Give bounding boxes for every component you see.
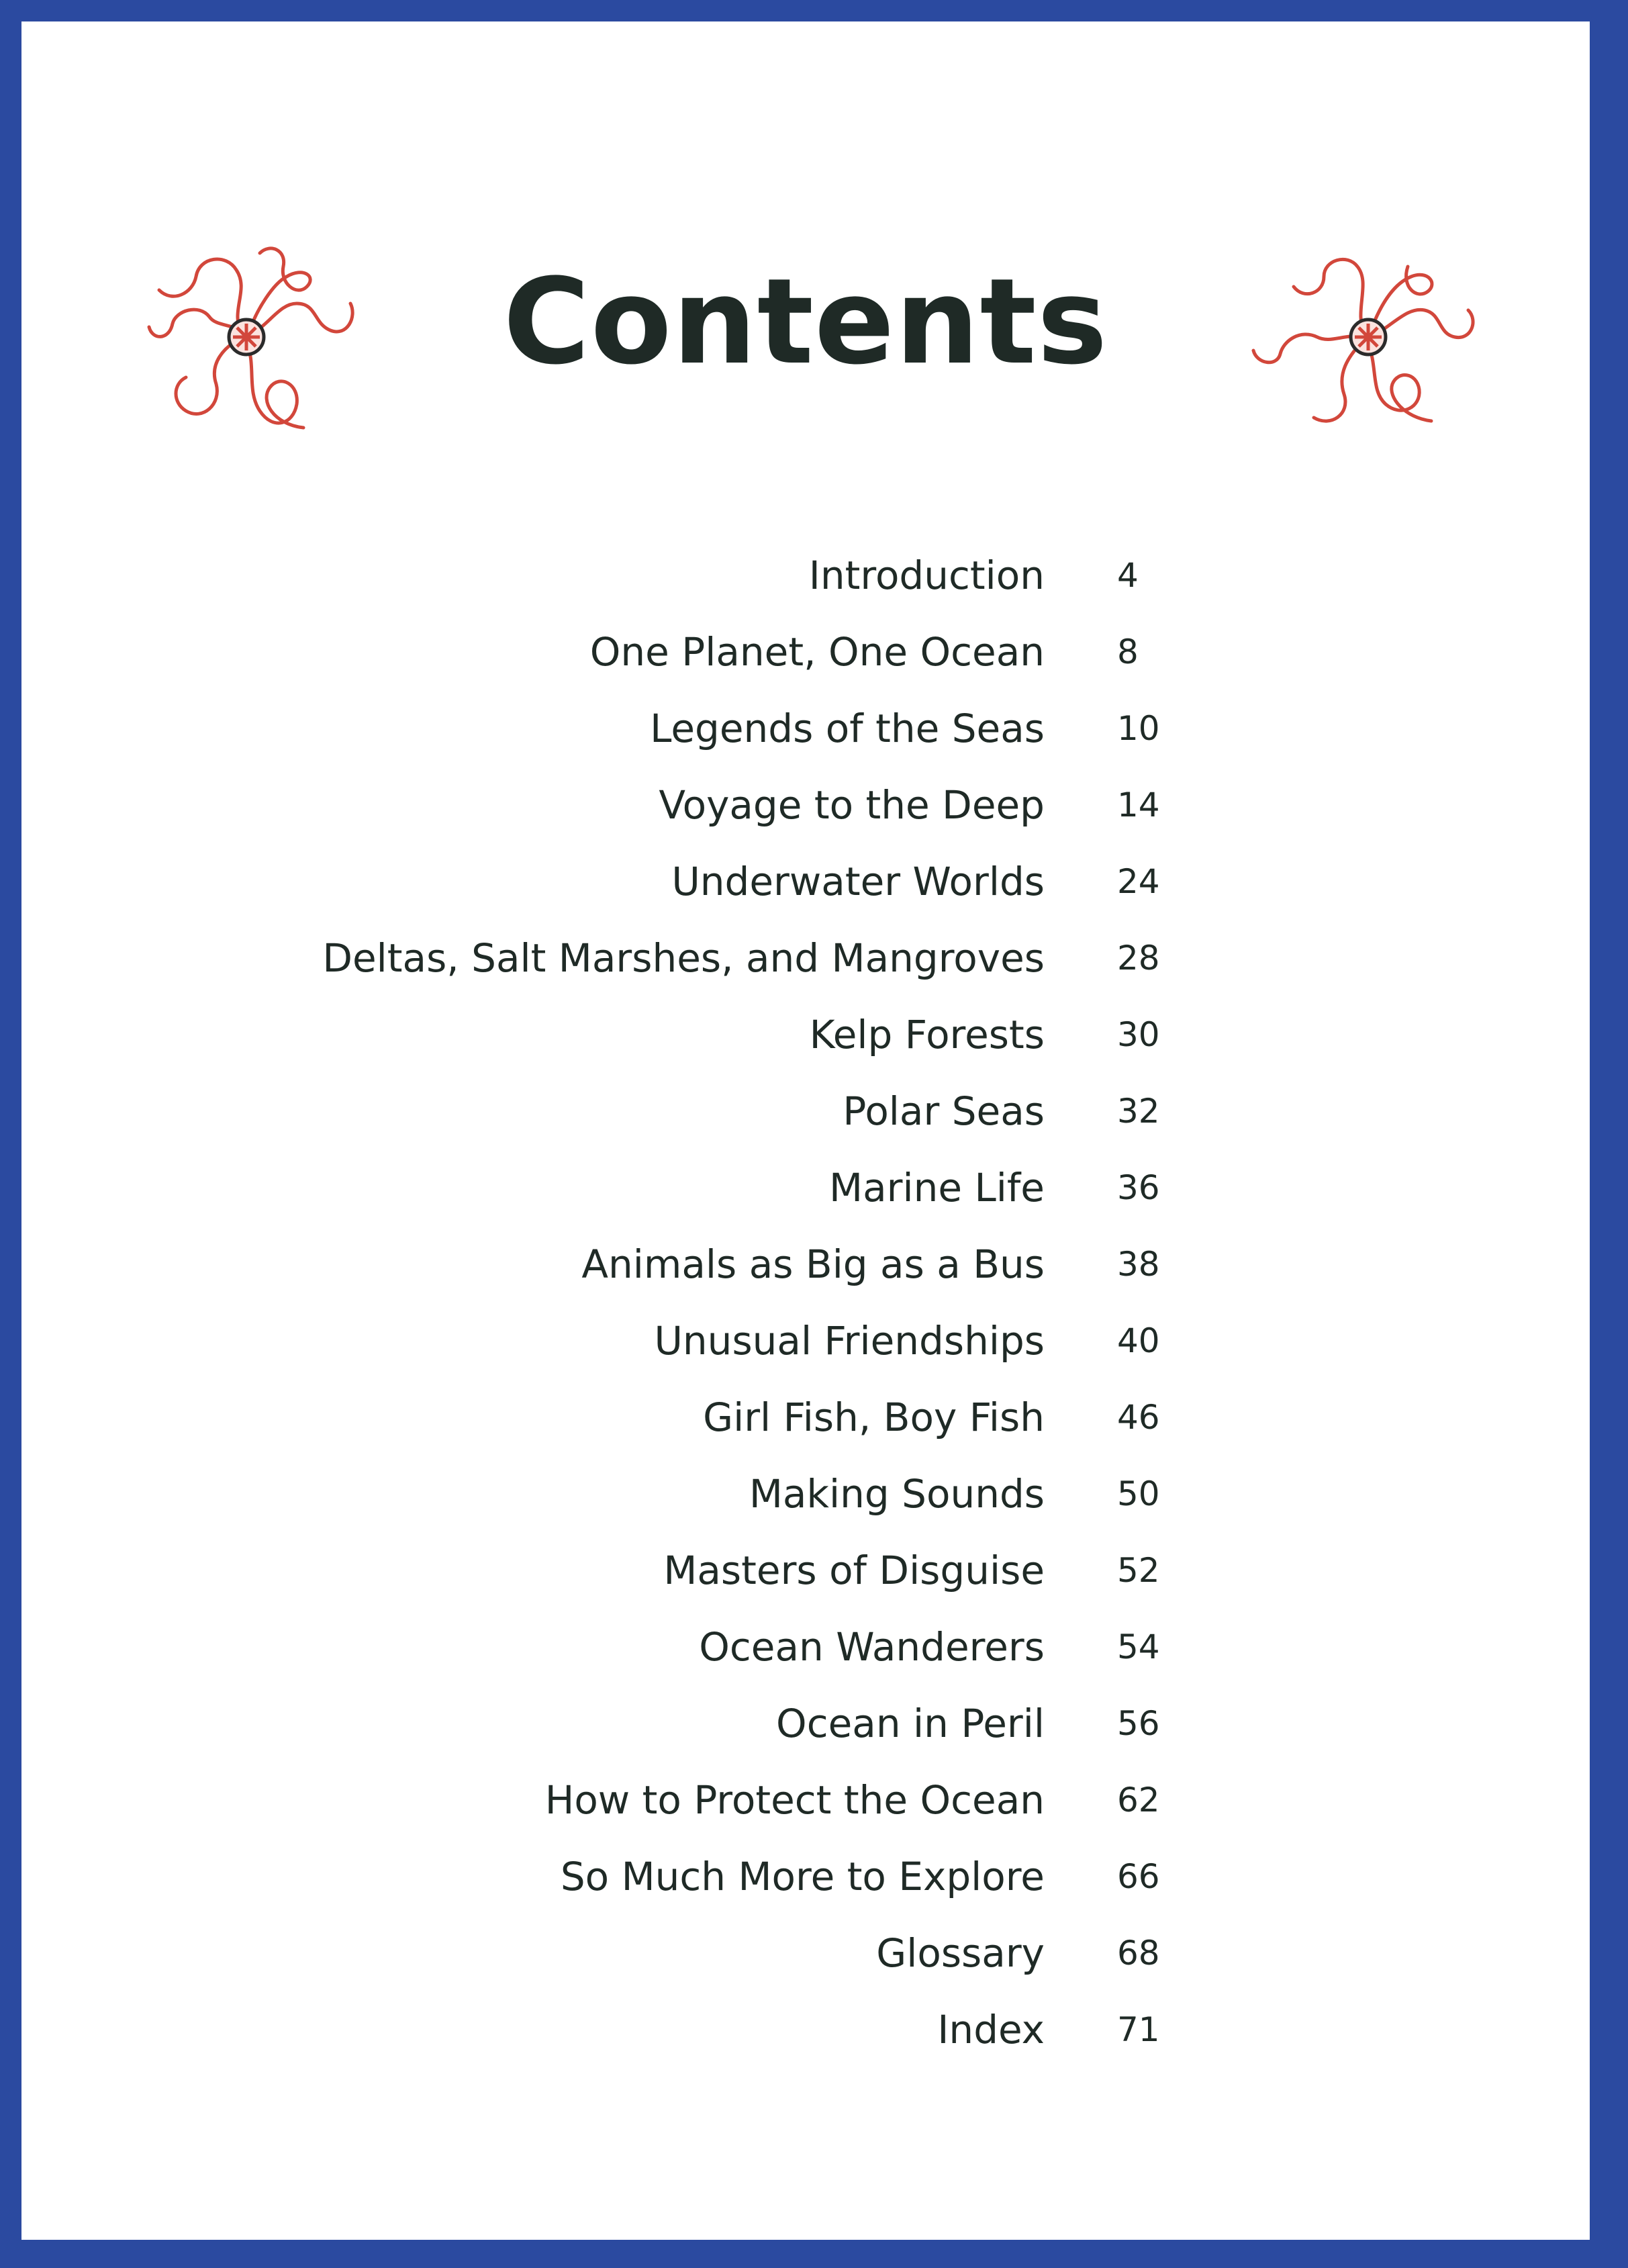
toc-row-making-sounds[interactable] — [21, 1456, 1590, 1532]
toc-entry-title: Deltas, Salt Marshes, and Mangroves — [322, 935, 1045, 981]
toc-row-unusual-friendships[interactable] — [21, 1303, 1590, 1379]
toc-entry-title: Index — [937, 2007, 1045, 2052]
toc-entry-title: Animals as Big as a Bus — [581, 1241, 1045, 1287]
toc-page-number: 36 — [1117, 1168, 1160, 1207]
toc-page-number: 40 — [1117, 1321, 1160, 1360]
toc-row-marine-life[interactable] — [21, 1149, 1590, 1226]
toc-row-kelp-forests[interactable] — [21, 996, 1590, 1073]
toc-entry-title: Glossary — [876, 1930, 1045, 1976]
toc-entry-title: Masters of Disguise — [663, 1548, 1045, 1593]
toc-page-number: 4 — [1117, 556, 1139, 595]
toc-row-deltas-salt-marshes-mangroves[interactable] — [21, 920, 1590, 996]
toc-row-introduction[interactable] — [21, 537, 1590, 614]
toc-page-number: 54 — [1117, 1627, 1160, 1666]
table-of-contents — [21, 537, 1590, 2068]
toc-page-number: 38 — [1117, 1245, 1160, 1284]
toc-entry-title: Polar Seas — [843, 1088, 1045, 1134]
toc-row-masters-of-disguise[interactable] — [21, 1532, 1590, 1609]
toc-row-so-much-more-to-explore[interactable] — [21, 1838, 1590, 1915]
toc-page-number: 24 — [1117, 862, 1160, 901]
toc-row-one-planet-one-ocean[interactable] — [21, 614, 1590, 690]
toc-page-number: 71 — [1117, 2010, 1160, 2049]
toc-page-number: 62 — [1117, 1781, 1160, 1820]
toc-entry-title: Girl Fish, Boy Fish — [703, 1395, 1045, 1440]
toc-row-index[interactable] — [21, 1991, 1590, 2068]
toc-row-how-to-protect-the-ocean[interactable] — [21, 1762, 1590, 1838]
toc-page-number: 46 — [1117, 1398, 1160, 1437]
toc-row-underwater-worlds[interactable] — [21, 843, 1590, 920]
toc-row-legends-of-the-seas[interactable] — [21, 690, 1590, 767]
toc-entry-title: Making Sounds — [749, 1471, 1045, 1517]
toc-row-ocean-wanderers[interactable] — [21, 1609, 1590, 1685]
toc-row-voyage-to-the-deep[interactable] — [21, 767, 1590, 843]
toc-entry-title: Ocean Wanderers — [699, 1624, 1045, 1670]
contents-page — [21, 21, 1590, 2240]
toc-entry-title: Ocean in Peril — [776, 1701, 1045, 1746]
toc-entry-title: Kelp Forests — [809, 1012, 1045, 1057]
toc-entry-title: Underwater Worlds — [671, 859, 1045, 904]
toc-page-number: 56 — [1117, 1704, 1160, 1743]
toc-page-number: 30 — [1117, 1015, 1160, 1054]
toc-page-number: 10 — [1117, 709, 1160, 748]
toc-row-glossary[interactable] — [21, 1915, 1590, 1991]
toc-page-number: 14 — [1117, 786, 1160, 824]
toc-entry-title: Introduction — [808, 553, 1045, 598]
toc-entry-title: So Much More to Explore — [560, 1854, 1045, 1899]
toc-page-number: 68 — [1117, 1934, 1160, 1973]
toc-page-number: 52 — [1117, 1551, 1160, 1590]
toc-page-number: 66 — [1117, 1857, 1160, 1896]
toc-entry-title: Voyage to the Deep — [659, 782, 1045, 828]
toc-page-number: 32 — [1117, 1092, 1160, 1131]
toc-entry-title: How to Protect the Ocean — [544, 1777, 1045, 1823]
toc-page-number: 8 — [1117, 632, 1139, 671]
toc-entry-title: Unusual Friendships — [654, 1318, 1045, 1364]
toc-row-polar-seas[interactable] — [21, 1073, 1590, 1149]
toc-page-number: 50 — [1117, 1474, 1160, 1513]
toc-page-number: 28 — [1117, 939, 1160, 978]
toc-row-girl-fish-boy-fish[interactable] — [21, 1379, 1590, 1456]
page-title: Contents — [503, 253, 1108, 391]
toc-row-animals-as-big-as-a-bus[interactable] — [21, 1226, 1590, 1303]
toc-entry-title: Marine Life — [829, 1165, 1045, 1211]
toc-entry-title: One Planet, One Ocean — [589, 629, 1045, 675]
toc-entry-title: Legends of the Seas — [650, 706, 1045, 751]
toc-row-ocean-in-peril[interactable] — [21, 1685, 1590, 1762]
